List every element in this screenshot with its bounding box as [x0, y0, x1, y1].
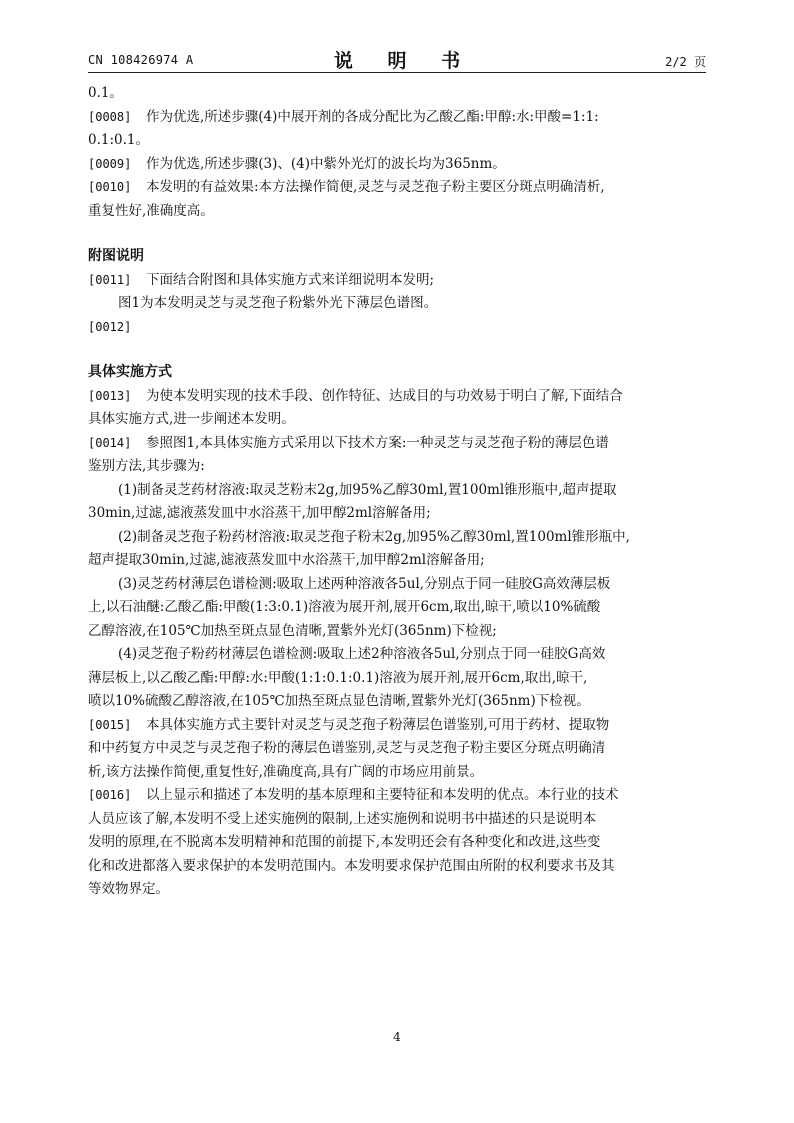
step-3: (3)灵芝药材薄层色谱检测:吸取上述两种溶液各5ul,分别点于同一硅胶G高效薄层板	[118, 575, 611, 592]
text-line: 超声提取30min,过滤,滤液蒸发皿中水浴蒸干,加甲醇2ml溶解备用;	[88, 552, 485, 568]
paragraph-text: 参照图1,本具体实施方式采用以下技术方案:一种灵芝与灵芝孢子粉的薄层色谱	[146, 434, 609, 451]
page-header	[88, 44, 706, 74]
page-indicator: 2/2 页	[665, 55, 706, 69]
text-line: 0.1:0.1。	[88, 132, 149, 148]
paragraph-0016	[88, 784, 708, 808]
paragraph-number: [0012]	[88, 319, 132, 334]
text-line: 析,该方法操作简便,重复性好,准确度高,具有广阔的市场应用前景。	[88, 763, 484, 780]
text-line: 重复性好,准确度高。	[88, 202, 214, 219]
paragraph-text: 本发明的有益效果:本方法操作简便,灵芝与灵芝孢子粉主要区分斑点明确清析,	[146, 179, 605, 195]
paragraph-number: [0009]	[88, 156, 132, 171]
step-4: (4)灵芝孢子粉药材薄层色谱检测:吸取上述2种溶液各5ul,分别点于同一硅胶G高效	[118, 646, 606, 662]
text-line: 人员应该了解,本发明不受上述实施例的限制,上述实施例和说明书中描述的只是说明本	[88, 810, 597, 827]
paragraph-number: [0008]	[88, 109, 132, 124]
step-2: (2)制备灵芝孢子粉药材溶液:取灵芝孢子粉末2g,加95%乙醇30ml,置100ml锥形瓶中,	[118, 528, 630, 545]
text-line: 上,以石油醚:乙酸乙酯:甲酸(1:3:0.1)溶液为展开剂,展开6cm,取出,晾干,喷以10%硫酸	[88, 599, 601, 615]
paragraph-text: 作为优选,所述步骤(4)中展开剂的各成分配比为乙酸乙酯:甲醇:水:甲酸=1:1:	[146, 108, 599, 125]
text-line: 化和改进都落入要求保护的本发明范围内。本发明要求保护范围由所附的权利要求书及其	[88, 857, 615, 874]
paragraph-0014	[88, 432, 708, 456]
paragraph-number: [0010]	[88, 180, 132, 194]
paragraph-number: [0014]	[88, 435, 132, 450]
paragraph-0015	[88, 714, 708, 738]
paragraph-number: [0013]	[88, 388, 132, 403]
paragraph-text: 以上显示和描述了本发明的基本原理和主要特征和本发明的优点。本行业的技术	[146, 787, 619, 803]
paragraph-0013	[88, 385, 708, 409]
paragraph-text: 本具体实施方式主要针对灵芝与灵芝孢子粉薄层色谱鉴别,可用于药材、提取物	[146, 716, 610, 733]
figure-description: 图1为本发明灵芝与灵芝孢子粉紫外光下薄层色谱图。	[118, 295, 438, 311]
document-title: 说 明 书	[333, 50, 475, 72]
text-line: 等效物界定。	[88, 881, 169, 897]
header-divider	[88, 72, 706, 73]
section-heading-figures: 附图说明	[88, 248, 144, 264]
text-line: 喷以10%硫酸乙醇溶液,在105℃加热至斑点显色清晰,置紫外光灯(365nm)下检视。	[88, 693, 590, 709]
paragraph-0008	[88, 106, 708, 130]
paragraph-0010	[88, 176, 708, 200]
step-1: (1)制备灵芝药材溶液:取灵芝粉末2g,加95%乙醇30ml,置100ml锥形瓶中,超声提取	[118, 481, 617, 498]
text-line: 发明的原理,在不脱离本发明精神和范围的前提下,本发明还会有各种变化和改进,这些变	[88, 834, 601, 850]
text-line: 具体实施方式,进一步阐述本发明。	[88, 411, 295, 427]
text-line: 和中药复方中灵芝与灵芝孢子粉的薄层色谱鉴别,灵芝与灵芝孢子粉主要区分斑点明确清	[88, 740, 606, 756]
text-line: 鉴别方法,其步骤为:	[88, 458, 205, 474]
paragraph-number: [0016]	[88, 788, 132, 802]
text-line: 薄层板上,以乙酸乙酯:甲醇:水:甲酸(1:1:0.1:0.1)溶液为展开剂,展开6cm,取出,晾干,	[88, 669, 588, 686]
paragraph-0009	[88, 153, 708, 177]
paragraph-text: 下面结合附图和具体实施方式来详细说明本发明;	[146, 271, 435, 288]
patent-number: CN 108426974 A	[88, 53, 194, 67]
paragraph-0011	[88, 269, 708, 293]
document-body	[88, 82, 708, 902]
paragraph-text: 为使本发明实现的技术手段、创作特征、达成目的与功效易于明白了解,下面结合	[146, 387, 623, 404]
text-line: 乙醇溶液,在105℃加热至斑点显色清晰,置紫外光灯(365nm)下检视;	[88, 622, 497, 639]
paragraph-number: [0015]	[88, 717, 132, 732]
paragraph-0012	[88, 316, 708, 340]
text-line: 30min,过滤,滤液蒸发皿中水浴蒸干,加甲醇2ml溶解备用;	[88, 505, 431, 521]
section-heading-embodiments: 具体实施方式	[88, 364, 172, 380]
paragraph-text: 作为优选,所述步骤(3)、(4)中紫外光灯的波长均为365nm。	[146, 155, 506, 172]
page-number: 4	[393, 1030, 401, 1044]
text-line: 0.1。	[88, 85, 123, 101]
paragraph-number: [0011]	[88, 272, 132, 287]
